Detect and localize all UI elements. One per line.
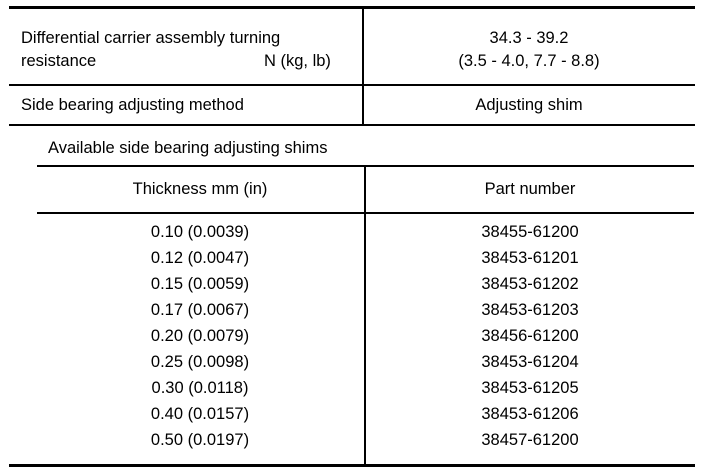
shim-part-number: 38456-61200 bbox=[481, 327, 579, 345]
bottom-border bbox=[9, 464, 695, 467]
shims-table-caption: Available side bearing adjusting shims bbox=[48, 139, 328, 157]
shims-header-bottom-border bbox=[37, 212, 694, 214]
shim-part-number: 38453-61203 bbox=[481, 301, 579, 319]
spec-label-adjusting-method: Side bearing adjusting method bbox=[21, 96, 244, 114]
shim-thickness: 0.12 (0.0047) bbox=[150, 249, 250, 267]
shim-thickness: 0.30 (0.0118) bbox=[151, 379, 249, 397]
shim-thickness: 0.40 (0.0157) bbox=[150, 405, 250, 423]
shim-thickness: 0.50 (0.0197) bbox=[150, 431, 250, 449]
spec-row-divider-1 bbox=[9, 84, 695, 86]
top-border bbox=[9, 6, 695, 9]
shim-thickness: 0.25 (0.0098) bbox=[150, 353, 250, 371]
spec-value-turning-resistance-line1: 34.3 - 39.2 bbox=[489, 29, 569, 47]
shims-header-thickness: Thickness mm (in) bbox=[132, 180, 268, 198]
shim-part-number: 38455-61200 bbox=[481, 223, 579, 241]
shim-part-number: 38453-61202 bbox=[481, 275, 579, 293]
spec-value-turning-resistance-line2: (3.5 - 4.0, 7.7 - 8.8) bbox=[458, 52, 600, 70]
spec-row-divider-2 bbox=[9, 124, 695, 126]
spec-label-turning-resistance-line1: Differential carrier assembly turning bbox=[21, 29, 281, 47]
shim-part-number: 38453-61201 bbox=[481, 249, 579, 267]
shim-thickness: 0.17 (0.0067) bbox=[150, 301, 250, 319]
shim-part-number: 38453-61205 bbox=[481, 379, 579, 397]
shim-part-number: 38453-61204 bbox=[481, 353, 579, 371]
spec-label-turning-resistance-line2: resistance bbox=[21, 52, 97, 70]
shim-thickness: 0.10 (0.0039) bbox=[150, 223, 250, 241]
shims-header-part-number: Part number bbox=[484, 180, 576, 198]
spec-value-adjusting-method: Adjusting shim bbox=[475, 96, 583, 114]
shim-thickness: 0.15 (0.0059) bbox=[150, 275, 250, 293]
shim-thickness: 0.20 (0.0079) bbox=[150, 327, 250, 345]
shim-part-number: 38453-61206 bbox=[481, 405, 579, 423]
spec-unit-turning-resistance: N (kg, lb) bbox=[264, 52, 331, 70]
shim-part-number: 38457-61200 bbox=[481, 431, 579, 449]
